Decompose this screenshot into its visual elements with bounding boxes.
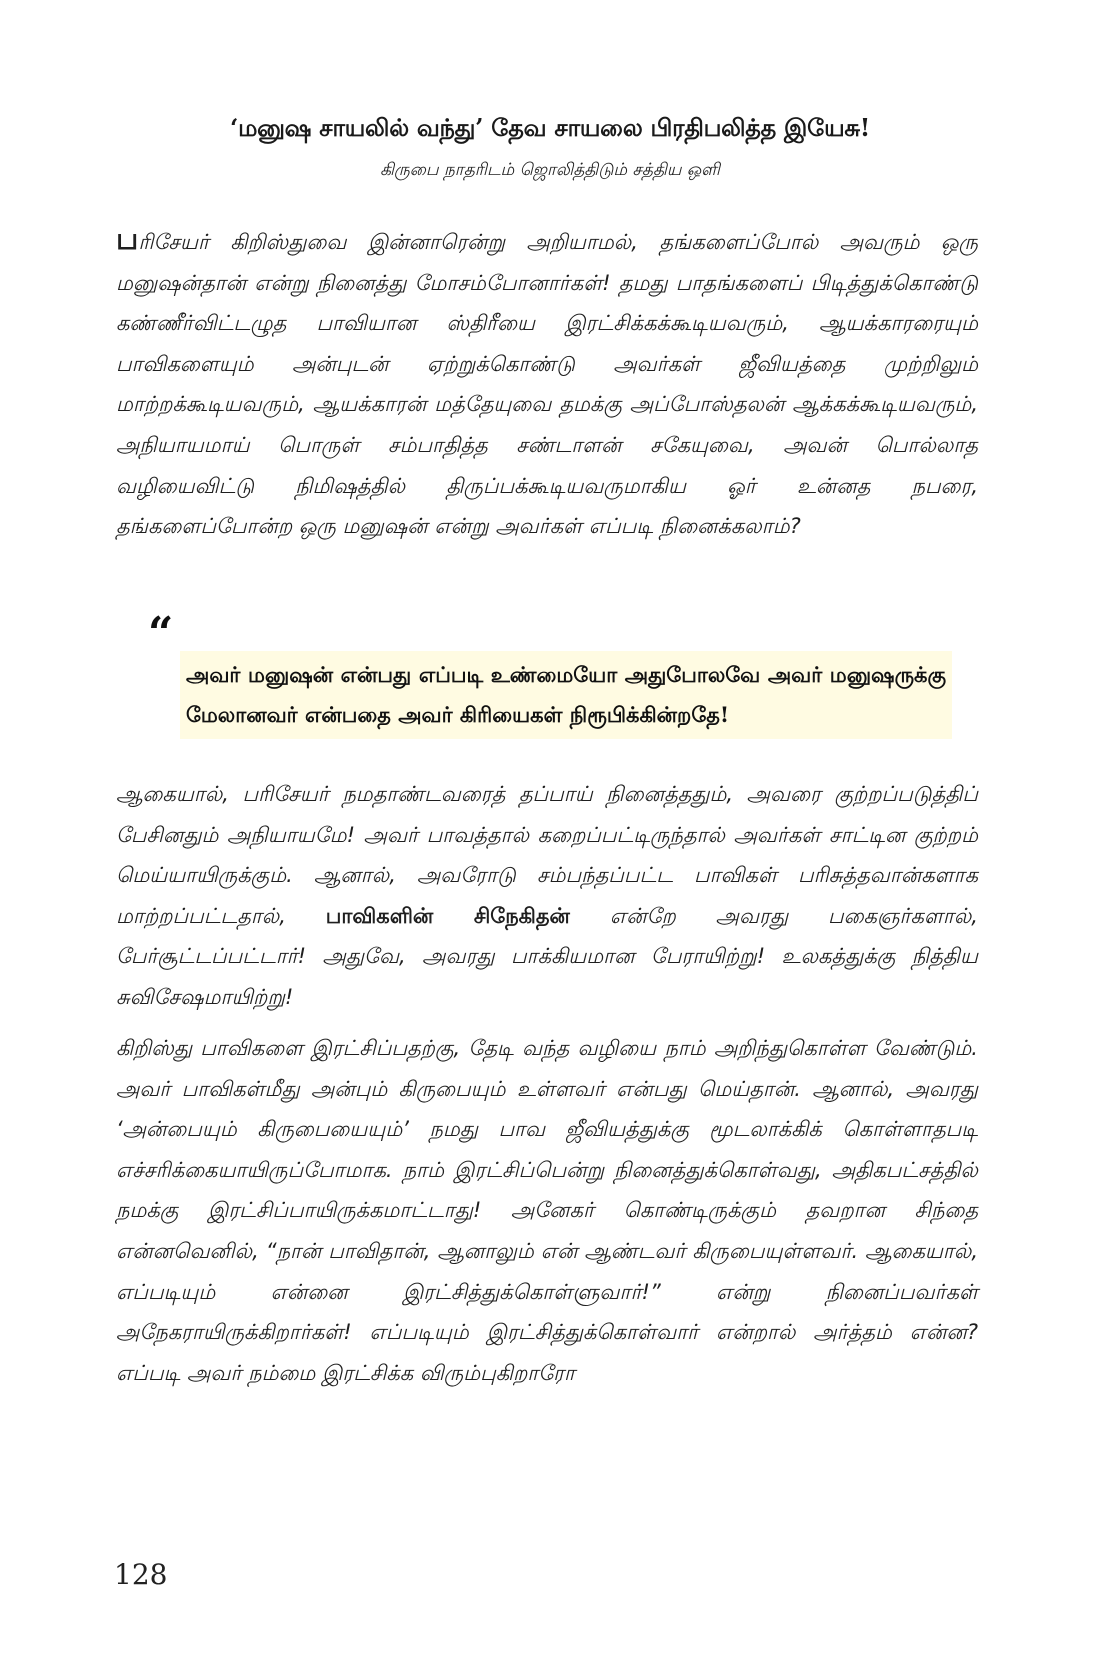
- paragraph-1-text: ரிசேயர் கிறிஸ்துவை இன்னாரென்று அறியாமல், தங்களைப்போல் அவரும் ஒரு மனுஷன்தான் என்று நினைத்து மோசம்போனார்கள்! தமது பாதங்களைப் பிடித்துக்கொண்டு கண்ணீர்விட்டழுத பாவியான ஸ்திரீயை இரட்சிக்கக்கூடியவரும், ஆயக்காரரையும் பாவிகளையும் அன்புடன் ஏற்றுக்கொண்டு அவர்கள் ஜீவியத்தை முற்றிலும் மாற்றக்கூடியவரும், ஆயக்காரன் மத்தேயுவை தமக்கு அப்போஸ்தலன் ஆக்கக்கூடியவரும், அநியாயமாய் பொருள் சம்பாதித்த சண்டாளன் சகேயுவை, அவன் பொல்லாத வழியைவிட்டு நிமிஷத்தில் திருப்பக்கூடியவருமாகிய ஓர் உன்னத நபரை, தங்களைப்போன்ற ஒரு மனுஷன் என்று அவர்கள் எப்படி நினைக்கலாம்?: [116, 230, 978, 539]
- paragraph-2-bold-phrase: பாவிகளின் சிநேகிதன்: [325, 903, 570, 928]
- page-title: ‘மனுஷ சாயலில் வந்து’ தேவ சாயலை பிரதிபலித்த இயேசு!: [230, 113, 870, 142]
- paragraph-3: [116, 1028, 978, 1393]
- paragraph-3-text: கிறிஸ்து பாவிகளை இரட்சிப்பதற்கு, தேடி வந்த வழியை நாம் அறிந்துகொள்ள வேண்டும். அவர் பாவிகள்மீது அன்பும் கிருபையும் உள்ளவர் என்பது மெய்தான். ஆனால், அவரது ‘அன்பையும் கிருபையையும்’ நமது பாவ ஜீவியத்துக்கு மூடலாக்கிக் கொள்ளாதபடி எச்சரிக்கையாயிருப்போமாக. நாம் இரட்சிப்பென்று நினைத்துக்கொள்வது, அதிகபட்சத்தில் நமக்கு இரட்சிப்பாயிருக்கமாட்டாது! அனேகர் கொண்டிருக்கும் தவறான சிந்தை என்னவெனில், “நான் பாவிதான், ஆனாலும் என் ஆண்டவர் கிருபையுள்ளவர். ஆகையால், எப்படியும் என்னை இரட்சித்துக்கொள்ளுவார்!” என்று நினைப்பவர்கள் அநேகராயிருக்கிறார்கள்! எப்படியும் இரட்சித்துக்கொள்வார் என்றால் அர்த்தம் என்ன? எப்படி அவர் நம்மை இரட்சிக்க விரும்புகிறாரோ: [116, 1036, 978, 1385]
- page-number: 128: [114, 1558, 168, 1591]
- paragraph-1: [116, 220, 978, 547]
- drop-cap: ப: [116, 222, 139, 257]
- paragraph-2-text-before: ஆகையால், பரிசேயர் நமதாண்டவரைத் தப்பாய் நினைத்ததும், அவரை குற்றப்படுத்திப் பேசினதும் அநியாயமே! அவர் பாவத்தால் கறைப்பட்டிருந்தால் அவர்கள் சாட்டின குற்றம் மெய்யாயிருக்கும். ஆனால், அவரோடு சம்பந்தப்பட்ட பாவிகள் பரிசுத்தவான்களாக மாற்றப்பட்டதால்,: [116, 782, 978, 928]
- pull-quote: அவர் மனுஷன் என்பது எப்படி உண்மையோ அதுபோலவே அவர் மனுஷருக்கு மேலானவர் என்பதை அவர் கிரியைகள் நிரூபிக்கின்றதே!: [180, 651, 952, 739]
- paragraph-2-text-after: என்றே அவரது பகைஞர்களால், பேர்சூட்டப்பட்டார்! அதுவே, அவரது பாக்கியமான பேராயிற்று! உலகத்துக்கு நித்திய சுவிசேஷமாயிற்று!: [116, 903, 978, 1009]
- page-subtitle: கிருபை நாதரிடம் ஜொலித்திடும் சத்திய ஒளி: [380, 160, 720, 180]
- quote-mark-icon: “: [148, 608, 174, 659]
- paragraph-2: [116, 774, 978, 1018]
